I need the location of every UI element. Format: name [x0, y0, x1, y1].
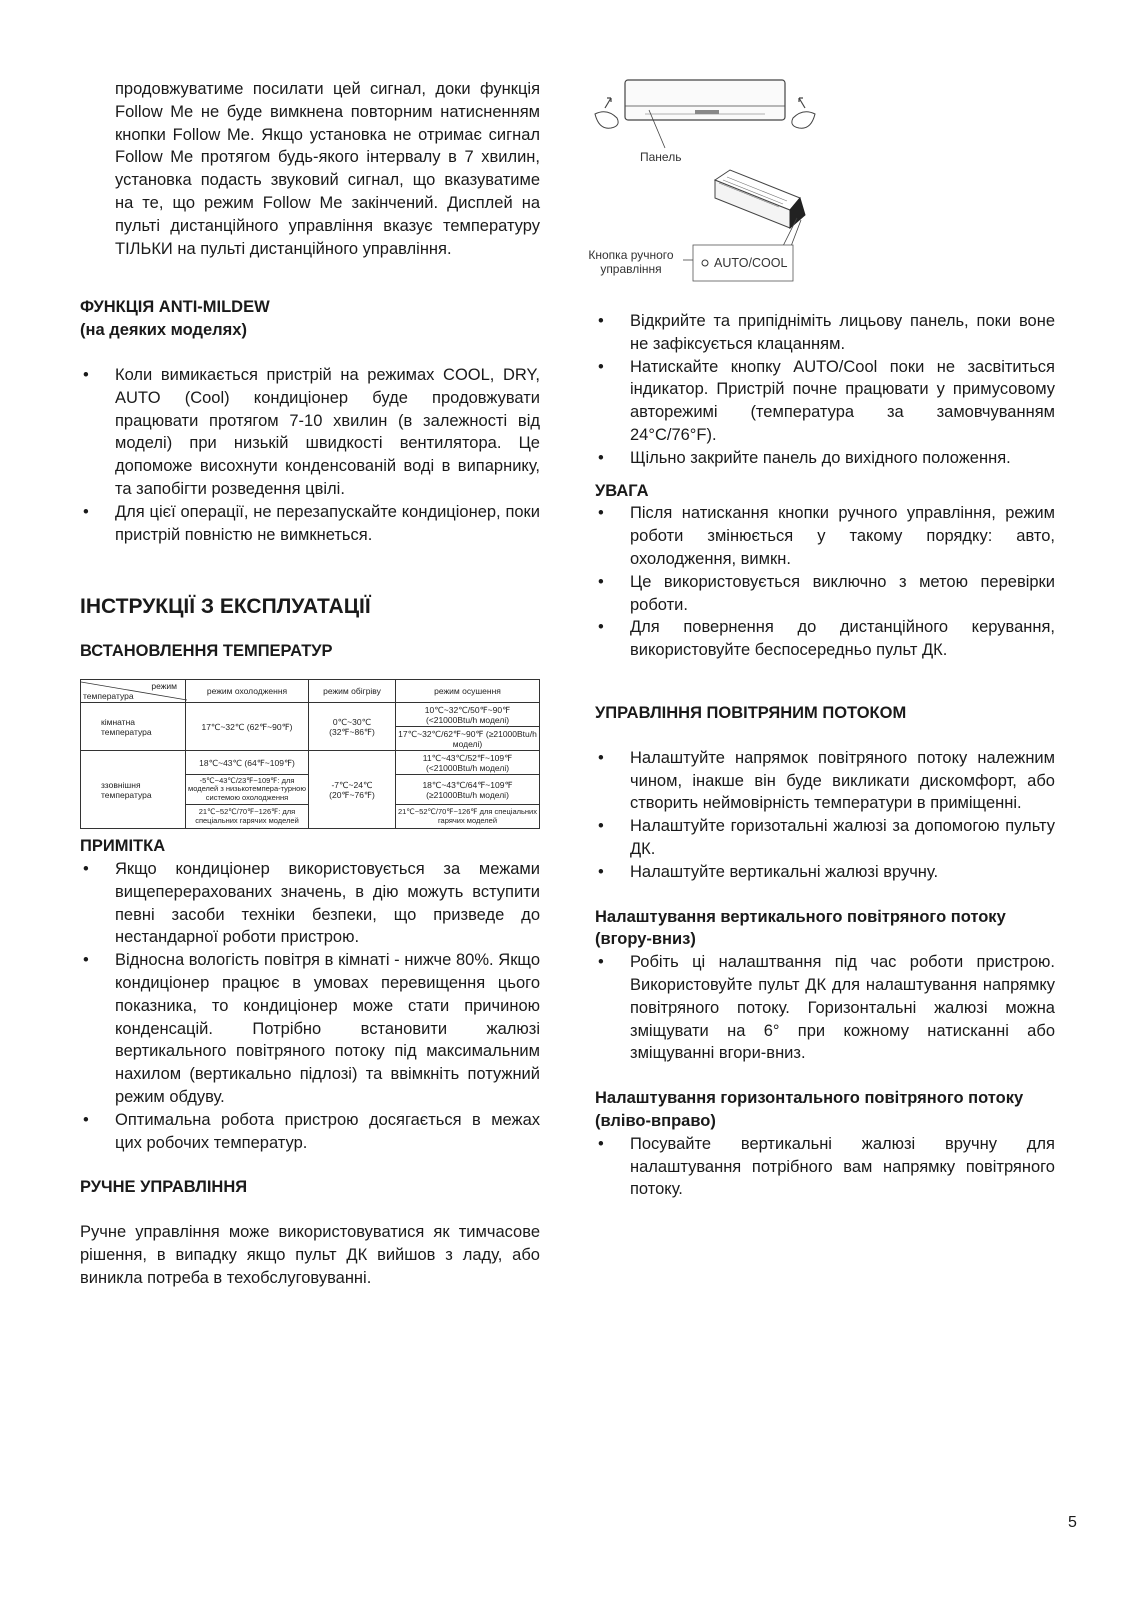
- horizontal-airflow-title: Налаштування горизонтального повітряного потоку (вліво-вправо): [595, 1089, 1024, 1130]
- follow-me-paragraph: продовжуватиме посилати цей сигнал, доки функція Follow Me не буде вимкнена повторним натисненням кнопки Follow Me. Якщо установка не отримає сигнал Follow Me протягом будь-якого інтервалу в 7 хвилин, установка подасть звуковий сигнал, що вказуватиме на те, що режим Follow Me закінчений. Дисплей на пульті дистанційного управління вказує температуру ТІЛЬКИ на пульті дистанційного управління.: [115, 80, 540, 258]
- note-title: ПРИМІТКА: [80, 837, 166, 856]
- list-item: • Для повернення до дистанційного керування, використовуйте беспосередньо пульт ДК.: [595, 616, 1055, 662]
- outdoor-cool-lowtemp: -5℃~43℃/23℉~109℉: для моделей з низькотемпера-турною системою охолодження: [186, 775, 309, 805]
- panel-label: Панель: [640, 150, 682, 164]
- anti-mildew-list: [80, 364, 540, 546]
- list-item: • Посувайте вертикальні жалюзі вручну для налаштування потрібного вам напрямку повітряного потоку.: [595, 1133, 1055, 1201]
- caution-list: [595, 502, 1055, 662]
- manual-control-figure: [585, 70, 1055, 300]
- horizontal-airflow-list: [595, 1133, 1055, 1201]
- list-item: • Налаштуйте напрямок повітряного потоку належним чином, інакше він буде викликати дискомфорт, або створить неймовірність температури в приміщенні.: [595, 747, 1055, 815]
- indoor-cool: 17℃~32℃ (62℉~90℉): [186, 703, 309, 751]
- right-column: [595, 310, 1055, 1201]
- list-item: • Коли вимикається пристрій на режимах COOL, DRY, AUTO (Cool) кондиціонер буде продовжувати працювати протягом 7-10 хвилин (в залежності від моделі) при низькій швидкості вентилятора. Це допоможе висохнути конденсованій воді в випарнику, та запобігти розведення цвілі.: [80, 364, 540, 501]
- airflow-title: УПРАВЛІННЯ ПОВІТРЯНИМ ПОТОКОМ: [595, 703, 907, 722]
- outdoor-dry-large: 18℃~43℃/64℉~109℉ (≥21000Btu/h моделі): [396, 775, 540, 805]
- manual-button-label: Кнопка ручного управління: [588, 248, 674, 276]
- list-item: • Для цієї операції, не перезапускайте кондиціонер, поки пристрій повністю не вимкнеться.: [80, 501, 540, 547]
- list-item: • Щільно закрийте панель до вихідного положення.: [595, 447, 1055, 470]
- left-column: [80, 78, 540, 1289]
- list-item: • Після натискання кнопки ручного управління, режим роботи змінюється у такому порядку: авто, охолодження, вимкн.: [595, 502, 1055, 570]
- list-item: • Відкрийте та припідніміть лицьову панель, поки воне не зафіксується клацанням.: [595, 310, 1055, 356]
- manual-title: РУЧНЕ УПРАВЛІННЯ: [80, 1178, 248, 1197]
- header-cool: режим охолодження: [186, 680, 309, 703]
- indoor-heat: 0℃~30℃ (32℉~86℉): [309, 703, 396, 751]
- temperature-table: [80, 679, 540, 829]
- list-item: • Натискайте кнопку AUTO/Cool поки не засвітиться індикатор. Пристрій почне працювати у примусовому авторежимі (температура за замовчуванням 24°C/76°F).: [595, 356, 1055, 447]
- manual-steps-list: [595, 310, 1055, 470]
- anti-mildew-subtitle: (на деяких моделях): [80, 321, 247, 340]
- section-title: ІНСТРУКЦІЇ З ЕКСПЛУАТАЦІЇ: [80, 595, 371, 619]
- header-heat: режим обігріву: [309, 680, 396, 703]
- outdoor-dry-small: 11℃~43℃/52℉~109℉ (<21000Btu/h моделі): [396, 751, 540, 775]
- list-item: • Налаштуйте вертикальні жалюзі вручну.: [595, 861, 1055, 884]
- manual-paragraph: Ручне управління може використовуватися як тимчасове рішення, в випадку якщо пульт ДК вийшов з ладу, або виникла потреба в техобслуговуванні.: [80, 1223, 540, 1287]
- list-item: • Відносна вологість повітря в кімнаті - нижче 80%. Якщо кондиціонер працює в умовах перевищення цього показника, то кондиціонер може стати причиною конденсацій. Потрібно встановити жалюзі вертикального повітряного потоку під максимальним нахилом (вертикально підлозі) та ввімкніть потужний режим обдуву.: [80, 949, 540, 1109]
- indoor-dry-small: 10℃~32℃/50℉~90℉ (<21000Btu/h моделі): [396, 703, 540, 727]
- page-number: 5: [1068, 1514, 1077, 1531]
- auto-cool-label: AUTO/COOL: [714, 256, 788, 270]
- outdoor-cool-hot: 21℃~52℃/70℉~126℉: для спеціальних гарячих моделей: [186, 805, 309, 829]
- anti-mildew-title: ФУНКЦІЯ ANTI-MILDEW: [80, 298, 270, 317]
- caution-title: УВАГА: [595, 481, 649, 500]
- list-item: • Це використовується виключно з метою перевірки роботи.: [595, 571, 1055, 617]
- airflow-list: [595, 747, 1055, 884]
- outdoor-dry-hot: 21℃~52℃/70℉~126℉ для спеціальних гарячих моделей: [396, 805, 540, 829]
- list-item: • Налаштуйте горизотальні жалюзі за допомогою пульту ДК.: [595, 815, 1055, 861]
- table-corner: режим температура: [81, 680, 186, 703]
- list-item: • Якщо кондиціонер використовується за межами вищеперерахованих значень, в дію можуть вступити певні засоби техніки безпеки, що призведе до нестандарної роботи пристрою.: [80, 858, 540, 949]
- row-label-indoor: кімнатна температура: [81, 703, 186, 751]
- indoor-dry-large: 17℃~32℃/62℉~90℉ (≥21000Btu/h моделі): [396, 727, 540, 751]
- outdoor-cool: 18℃~43℃ (64℉~109℉): [186, 751, 309, 775]
- header-dry: режим осушення: [396, 680, 540, 703]
- list-item: • Робіть ці налаштвання під час роботи пристрою. Використовуйте пульт ДК для налаштування напрямку повітряного потоку. Горизонтальні жалюзі можна зміщувати на 6° при кожному натисканні або зміщуванні вгори-вниз.: [595, 951, 1055, 1065]
- vertical-airflow-title: Налаштування вертикального повітряного потоку (вгору-вниз): [595, 907, 1006, 949]
- temperature-title: ВСТАНОВЛЕННЯ ТЕМПЕРАТУР: [80, 642, 333, 661]
- vertical-airflow-list: [595, 951, 1055, 1065]
- outdoor-heat: -7℃~24℃ (20℉~76℉): [309, 751, 396, 829]
- row-label-outdoor: ззовнішня температура: [81, 751, 186, 829]
- list-item: • Оптимальна робота пристрою досягається в межах цих робочих температур.: [80, 1109, 540, 1155]
- note-list: [80, 858, 540, 1154]
